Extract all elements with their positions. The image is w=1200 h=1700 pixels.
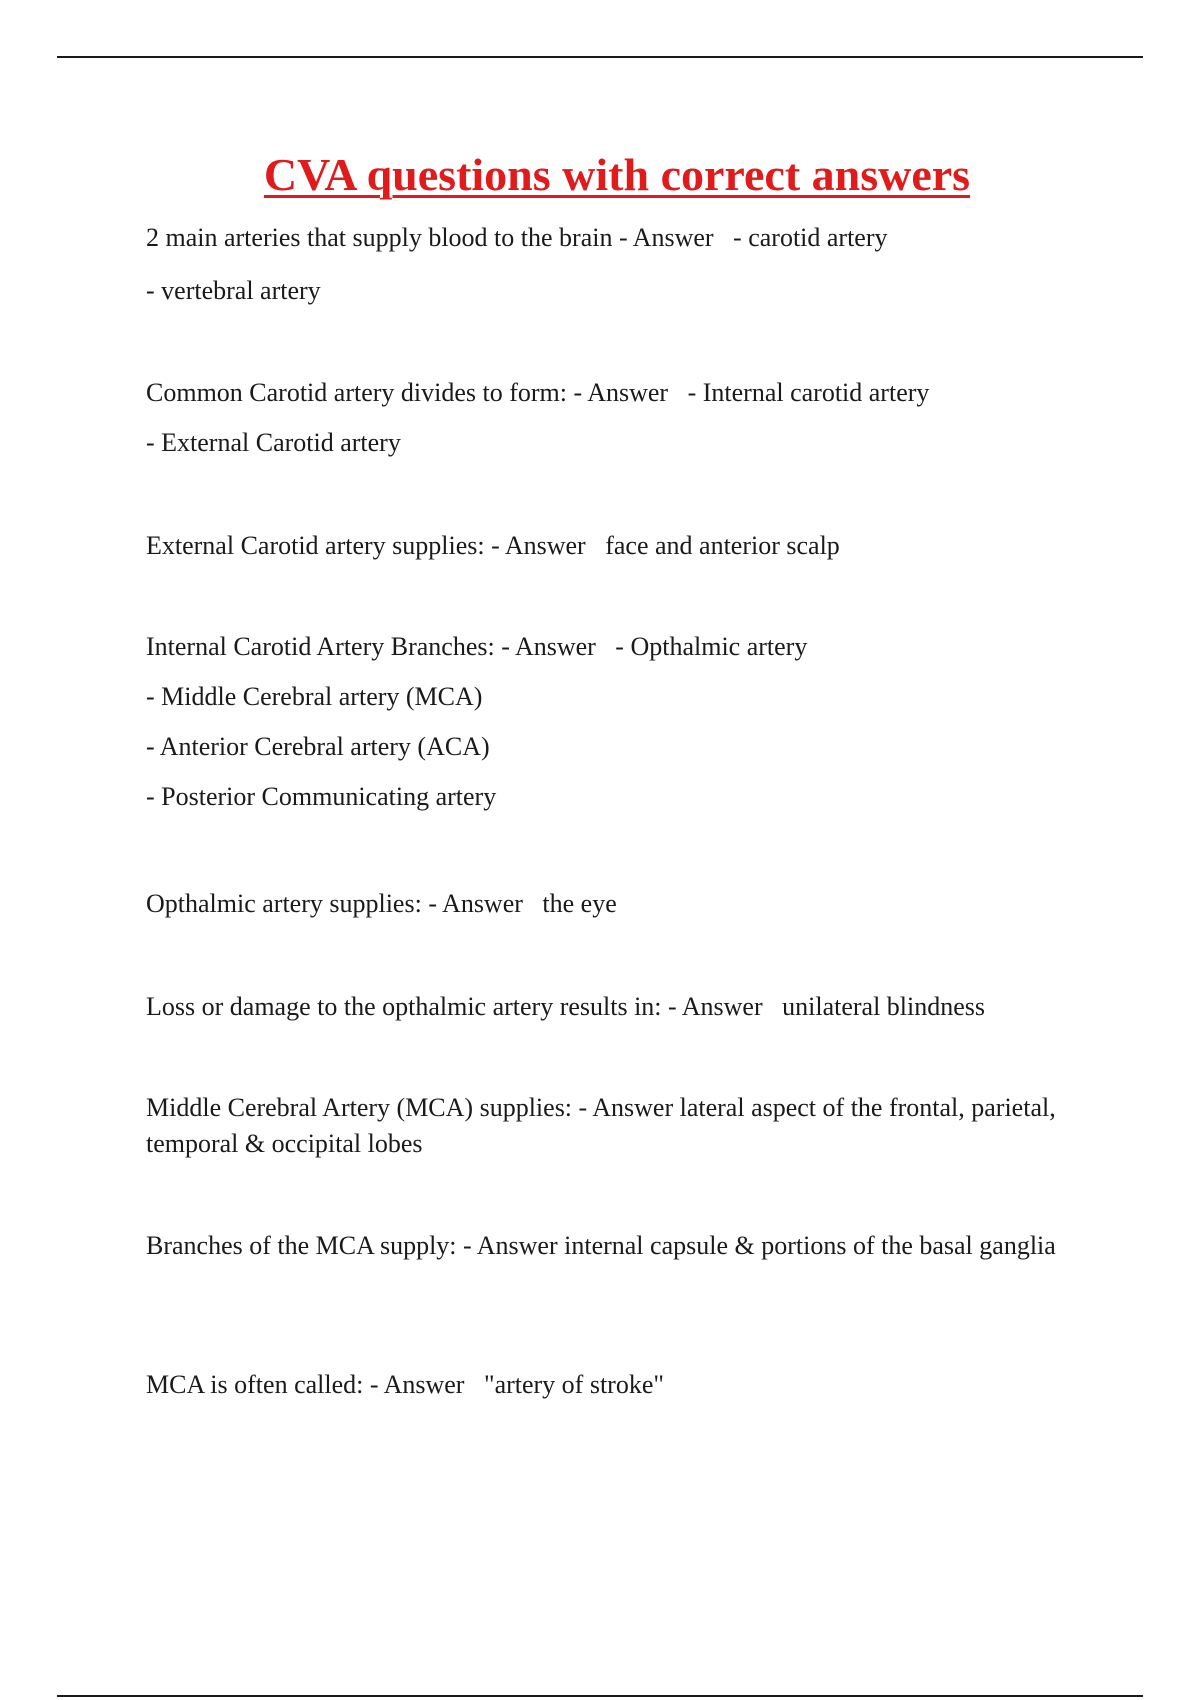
qa-item-mca-branches — [146, 1228, 1076, 1264]
qa-line: - vertebral artery — [146, 276, 321, 305]
qa-line: - Anterior Cerebral artery (ACA) — [146, 732, 490, 761]
qa-item-opthalmic-supplies — [146, 886, 1076, 922]
qa-line: MCA is often called: - Answer "artery of stroke" — [146, 1370, 664, 1399]
qa-item-mca-supplies — [146, 1090, 1076, 1162]
top-rule — [57, 56, 1143, 58]
qa-item-main-arteries — [146, 220, 1076, 309]
qa-line: Common Carotid artery divides to form: - Answer - Internal carotid artery — [146, 378, 930, 407]
qa-line: Branches of the MCA supply: - Answer internal capsule & portions of the basal ganglia — [146, 1231, 1056, 1260]
qa-item-internal-carotid-branches — [146, 629, 1076, 815]
qa-item-mca-called — [146, 1367, 1076, 1403]
qa-line: Internal Carotid Artery Branches: - Answer - Opthalmic artery — [146, 632, 808, 661]
qa-item-external-carotid — [146, 528, 1076, 564]
qa-line: - Posterior Communicating artery — [146, 782, 497, 811]
qa-line: Middle Cerebral Artery (MCA) supplies: - Answer lateral aspect of the frontal, parietal, temporal & occipital lobes — [146, 1093, 1056, 1158]
qa-line: External Carotid artery supplies: - Answer face and anterior scalp — [146, 531, 840, 560]
qa-line: Loss or damage to the opthalmic artery results in: - Answer unilateral blindness — [146, 992, 986, 1021]
bottom-rule — [57, 1695, 1143, 1697]
qa-line: - External Carotid artery — [146, 428, 401, 457]
qa-item-common-carotid — [146, 375, 1076, 461]
page-title: CVA questions with correct answers — [263, 149, 971, 200]
qa-item-opthalmic-damage — [146, 989, 1076, 1025]
qa-line: 2 main arteries that supply blood to the brain - Answer - carotid artery — [146, 223, 888, 252]
qa-line: - Middle Cerebral artery (MCA) — [146, 682, 483, 711]
qa-line: Opthalmic artery supplies: - Answer the eye — [146, 889, 617, 918]
